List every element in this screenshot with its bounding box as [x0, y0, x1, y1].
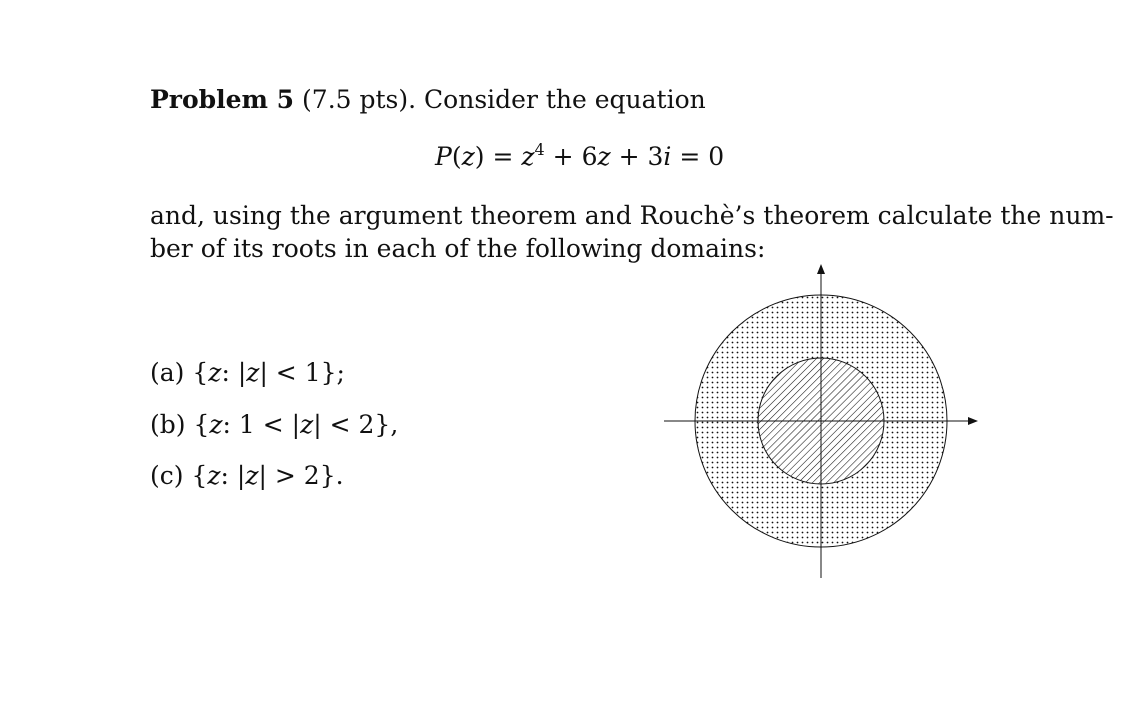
item-cond-post: | < 1} — [259, 358, 337, 387]
domain-diagram — [660, 260, 982, 582]
list-item: (b) {z: 1 < |z| < 2}, — [150, 410, 399, 439]
eq-plus: + 3 — [610, 142, 664, 171]
eq-end: = 0 — [671, 142, 725, 171]
item-terminator: , — [390, 410, 399, 439]
item-label: (a) — [150, 358, 185, 387]
eq-fn: P — [435, 142, 452, 171]
item-cond-var: z — [300, 410, 314, 439]
eq-exponent: 4 — [534, 140, 545, 159]
item-cond-post: | > 2} — [258, 461, 336, 490]
eq-i: i — [663, 142, 672, 171]
eq-z: z — [521, 142, 535, 171]
eq-var: z — [461, 142, 475, 171]
eq-rhs-prefix: = — [492, 142, 522, 171]
list-item: (a) {z: |z| < 1}; — [150, 358, 345, 387]
item-cond-post: | < 2} — [313, 410, 391, 439]
paragraph-line-1: and, using the argument theorem and Rouchè’s theorem calculate the num- — [150, 201, 1114, 230]
y-axis-arrow-icon — [817, 264, 825, 274]
problem-label: Problem 5 — [150, 85, 295, 114]
eq-middle: + 6 — [544, 142, 598, 171]
item-cond-var: z — [246, 358, 260, 387]
item-cond-var: z — [245, 461, 259, 490]
item-terminator: ; — [336, 358, 345, 387]
equation: $P(z) = z^4 + 6z + 3i = 0$ — [435, 140, 725, 171]
eq-z2: z — [597, 142, 611, 171]
item-label: (c) — [150, 461, 184, 490]
item-set-var: z — [207, 461, 221, 490]
problem-intro: Consider the equation — [424, 85, 706, 114]
item-set-var: z — [208, 358, 222, 387]
item-set-var: z — [209, 410, 223, 439]
list-item: (c) {z: |z| > 2}. — [150, 461, 344, 490]
item-label: (b) — [150, 410, 186, 439]
item-cond-pre: 1 < | — [238, 410, 301, 439]
problem-points: (7.5 pts). — [302, 85, 417, 114]
problem-heading — [150, 87, 706, 112]
item-cond-pre: | — [237, 358, 247, 387]
item-terminator: . — [335, 461, 344, 490]
paragraph-line-2: ber of its roots in each of the following domains: — [150, 234, 766, 263]
x-axis-arrow-icon — [968, 417, 978, 425]
item-cond-pre: | — [236, 461, 246, 490]
